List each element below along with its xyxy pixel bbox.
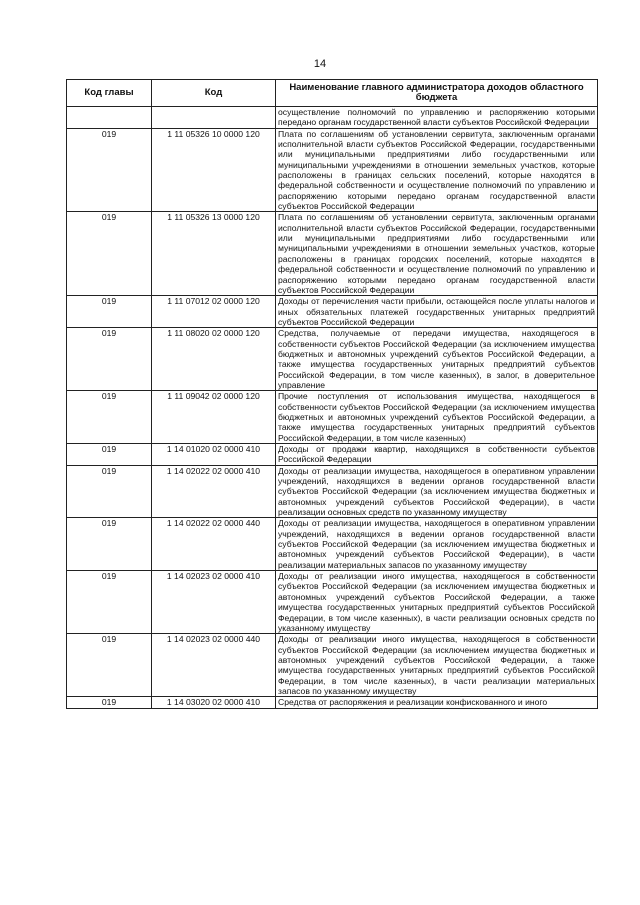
- page-number: 14: [313, 58, 327, 70]
- row-code-cell: 1 11 07012 02 0000 120: [152, 296, 276, 328]
- table-row: [67, 634, 598, 697]
- header-chapter-code: Код главы: [67, 80, 152, 107]
- row-name-cell: Доходы от продажи квартир, находящихся в собственности субъектов Российской Федерации: [276, 444, 598, 466]
- row-chapter-cell: 019: [67, 697, 152, 708]
- row-chapter-cell: 019: [67, 212, 152, 296]
- row-chapter-cell: 019: [67, 391, 152, 444]
- row-name-cell: Доходы от реализации имущества, находящегося в оперативном управлении учреждений, находящихся в ведении органов государственной власти субъектов Российской Федерации (за исключением имущества бюджетных и автономных учреждений субъектов Российской Федерации), в части реализации материальных запасов по указанному имуществу: [276, 518, 598, 571]
- row-code-cell: 1 11 08020 02 0000 120: [152, 328, 276, 391]
- row-chapter-cell: 019: [67, 444, 152, 466]
- table-row: [67, 697, 598, 708]
- row-name-cell: Средства от распоряжения и реализации конфискованного и иного: [276, 697, 598, 708]
- table-row: [67, 391, 598, 444]
- row-name-cell: Прочие поступления от использования имущества, находящегося в собственности субъектов Российской Федерации (за исключением имущества бюджетных и автономных учреждений субъектов Российской Федерации, а также имущества государственных унитарных предприятий субъектов Российской Федерации, в том числе казенных): [276, 391, 598, 444]
- table-row: [67, 296, 598, 328]
- row-code-cell: 1 14 02022 02 0000 440: [152, 518, 276, 571]
- revenue-administrators-table: [66, 79, 598, 709]
- table-row-continuation: [67, 107, 598, 129]
- row-code-cell: 1 14 01020 02 0000 410: [152, 444, 276, 466]
- row-chapter-cell: 019: [67, 518, 152, 571]
- row-code-cell: 1 11 05326 13 0000 120: [152, 212, 276, 296]
- table-row: [67, 518, 598, 571]
- header-name: Наименование главного администратора доходов областного бюджета: [276, 80, 598, 107]
- row-name-cell: Средства, получаемые от передачи имущества, находящегося в собственности субъектов Российской Федерации (за исключением имущества бюджетных и автономных учреждений субъектов Российской Федерации, а также имущества государственных унитарных предприятий субъектов Российской Федерации, в том числе казенных), в залог, в доверительное управление: [276, 328, 598, 391]
- row-name-cell: Доходы от реализации имущества, находящегося в оперативном управлении учреждений, находящихся в ведении органов государственной власти субъектов Российской Федерации (за исключением имущества бюджетных и автономных учреждений субъектов Российской Федерации), в части реализации основных средств по указанному имуществу: [276, 465, 598, 518]
- row-chapter-cell: 019: [67, 571, 152, 634]
- row-name-cell: Плата по соглашениям об установлении сервитута, заключенным органами исполнительной власти субъектов Российской Федерации, государственными или муниципальными предприятиями либо государственными или муниципальными учреждениями в отношении земельных участков, которые расположены в границах городских поселений, которые находятся в федеральной собственности и осуществление полномочий по управлению и распоряжению которыми передано органам государственной власти субъектов Российской Федерации: [276, 212, 598, 296]
- row-name-cell: Доходы от реализации иного имущества, находящегося в собственности субъектов Российской Федерации (за исключением имущества бюджетных и автономных учреждений субъектов Российской Федерации, а также имущества государственных унитарных предприятий субъектов Российской Федерации, в том числе казенных), в части реализации материальных запасов по указанному имуществу: [276, 634, 598, 697]
- row-chapter-cell: 019: [67, 296, 152, 328]
- row-code-cell: 1 14 02023 02 0000 410: [152, 571, 276, 634]
- table-row: [67, 444, 598, 466]
- table-row: [67, 212, 598, 296]
- header-code: Код: [152, 80, 276, 107]
- row-name-cell: осуществление полномочий по управлению и распоряжению которыми передано органам государственной власти субъектов Российской Федерации: [276, 107, 598, 129]
- row-code-cell: 1 14 03020 02 0000 410: [152, 697, 276, 708]
- table-row: [67, 328, 598, 391]
- row-chapter-cell: 019: [67, 465, 152, 518]
- row-name-cell: Доходы от реализации иного имущества, находящегося в собственности субъектов Российской Федерации (за исключением имущества бюджетных и автономных учреждений субъектов Российской Федерации, а также имущества государственных унитарных предприятий субъектов Российской Федерации, в том числе казенных), в части реализации основных средств по указанному имуществу: [276, 571, 598, 634]
- table-row: [67, 571, 598, 634]
- row-chapter-cell: 019: [67, 328, 152, 391]
- table-header-row: [67, 80, 598, 107]
- row-chapter-cell: 019: [67, 128, 152, 212]
- row-name-cell: Доходы от перечисления части прибыли, остающейся после уплаты налогов и иных обязательных платежей государственных унитарных предприятий субъектов Российской Федерации: [276, 296, 598, 328]
- row-code-cell: 1 14 02022 02 0000 410: [152, 465, 276, 518]
- row-chapter-cell: 019: [67, 634, 152, 697]
- row-code-cell: 1 14 02023 02 0000 440: [152, 634, 276, 697]
- row-chapter-cell: [67, 107, 152, 129]
- row-code-cell: 1 11 05326 10 0000 120: [152, 128, 276, 212]
- table-row: [67, 128, 598, 212]
- table-row: [67, 465, 598, 518]
- row-code-cell: 1 11 09042 02 0000 120: [152, 391, 276, 444]
- row-code-cell: [152, 107, 276, 129]
- row-name-cell: Плата по соглашениям об установлении сервитута, заключенным органами исполнительной власти субъектов Российской Федерации, государственными или муниципальными предприятиями либо государственными или муниципальными учреждениями в отношении земельных участков, которые расположены в границах сельских поселений, которые находятся в федеральной собственности и осуществление полномочий по управлению и распоряжению которыми передано органам государственной власти субъектов Российской Федерации: [276, 128, 598, 212]
